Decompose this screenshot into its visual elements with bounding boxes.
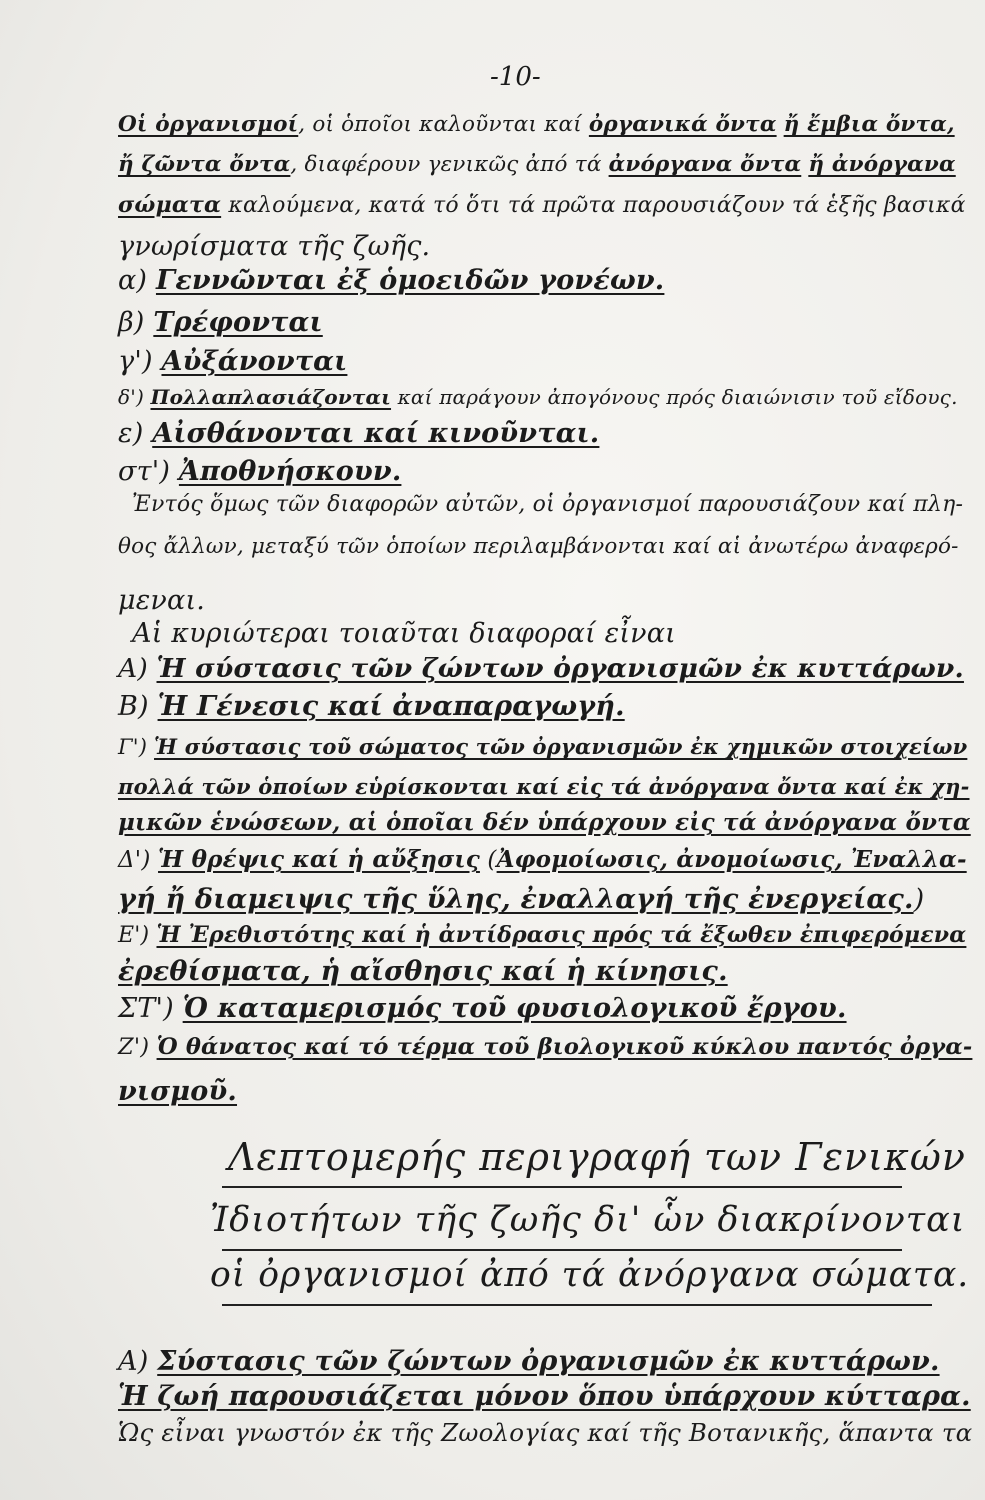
underlined-text: μικῶν ἑνώσεων, αἱ ὁποῖαι δέν ὑπάρχουν εἰς τά ἀνόργανα ὄντα xyxy=(118,809,971,836)
body-line xyxy=(118,770,970,804)
text-segment xyxy=(777,112,784,137)
body-line xyxy=(118,188,965,223)
tail-line xyxy=(118,1416,973,1450)
body-line xyxy=(118,652,965,686)
text-segment: στ') xyxy=(118,456,179,487)
heading-rule xyxy=(222,1186,902,1188)
text-segment: μεναι. xyxy=(118,585,206,616)
text-segment: Ε') xyxy=(118,923,157,948)
body-line xyxy=(118,806,971,840)
body-line xyxy=(118,230,965,264)
body-line xyxy=(118,108,965,142)
body-line xyxy=(118,730,968,764)
underlined-text: ἤ ἀνόργανα xyxy=(808,152,956,177)
text-segment: β) xyxy=(118,307,154,338)
underlined-text: Ἡ σύστασις τοῦ σώματος τῶν ὀργανισμῶν ἐκ χημικῶν στοιχείων xyxy=(154,734,968,759)
underlined-text: Οἱ ὀργανισμοί xyxy=(118,112,299,137)
tail-line xyxy=(118,1345,965,1379)
body-line xyxy=(118,148,965,182)
body-line xyxy=(118,918,965,953)
text-segment: Γ') xyxy=(118,735,155,759)
text-segment: α) xyxy=(118,265,156,296)
body-line xyxy=(118,690,965,724)
text-segment: γ') xyxy=(118,346,162,377)
underlined-text: Ἡ Ἐρεθιστότης καί ἡ ἀντίδρασις πρός τά ἔξωθεν ἐπιφερόμενα xyxy=(156,922,967,948)
text-segment: Αἱ κυριώτεραι τοιαῦται διαφοραί εἶναι xyxy=(132,618,676,649)
underlined-text: Ἡ ζωή παρουσιάζεται μόνον ὅπου ὑπάρχουν κύτταρα. xyxy=(118,1381,971,1412)
underlined-text: Πολλαπλασιάζονται xyxy=(150,385,392,409)
underlined-text: Γεννῶνται ἐξ ὁμοειδῶν γονέων. xyxy=(155,265,665,296)
body-line xyxy=(118,584,965,618)
body-line xyxy=(118,345,965,379)
underlined-text: ἤ ζῶντα ὄντα xyxy=(118,152,291,177)
underlined-text: πολλά τῶν ὁποίων εὑρίσκονται καί εἰς τά ἀνόργανα ὄντα καί ἐκ χη- xyxy=(118,774,970,799)
body-line xyxy=(118,883,965,917)
page-number: -10- xyxy=(490,62,541,92)
body-line xyxy=(118,306,965,340)
body-line xyxy=(132,488,965,522)
underlined-text: Τρέφονται xyxy=(153,307,323,338)
underlined-text: Ὁ θάνατος καί τό τέρμα τοῦ βιολογικοῦ κύκλου παντός ὀργα- xyxy=(156,1034,973,1060)
text-segment: Α) xyxy=(118,1346,158,1377)
text-segment: καί παράγουν ἀπογόνους πρός διαιώνισιν τοῦ εἴδους. xyxy=(391,385,958,409)
underlined-text: Ἀποθνήσκουν. xyxy=(178,456,402,487)
text-segment: , διαφέρουν γενικῶς ἀπό τά xyxy=(290,152,609,177)
underlined-text: σώματα xyxy=(118,192,222,218)
underlined-text: Ὁ καταμερισμός τοῦ φυσιολογικοῦ ἔργου. xyxy=(182,993,847,1024)
text-segment: Ζ') xyxy=(118,1034,157,1060)
body-line xyxy=(118,843,965,877)
text-segment: ε) xyxy=(118,418,153,449)
underlined-text: γή ἤ διαμειψις τῆς ὕλης, ἐναλλαγή τῆς ἐνεργείας. xyxy=(118,884,914,915)
body-line xyxy=(118,955,965,989)
body-line xyxy=(118,380,965,414)
text-segment: καλούμενα, κατά τό ὅτι τά πρῶτα παρουσιάζουν τά ἑξῆς βασικά xyxy=(221,193,966,218)
underlined-text: Αὐξάνονται xyxy=(161,346,348,377)
body-line xyxy=(118,1030,973,1064)
body-line xyxy=(118,264,965,298)
underlined-text: Σύστασις τῶν ζώντων ὀργανισμῶν ἐκ κυττάρων. xyxy=(157,1346,940,1377)
text-segment: ( xyxy=(479,847,497,873)
underlined-text: Ἡ Γένεσις καί ἀναπαραγωγή. xyxy=(157,691,625,722)
underlined-text: ἐρεθίσματα, ἡ αἴσθησις καί ἡ κίνησις. xyxy=(118,956,728,987)
text-segment: θος ἄλλων, μεταξύ τῶν ὁποίων περιλαμβάνονται καί αἱ ἀνωτέρω ἀναφερό- xyxy=(118,534,959,559)
underlined-text: Αἰσθάνονται καί κινοῦνται. xyxy=(152,418,600,449)
underlined-text: Ἀφομοίωσις, ἀνομοίωσις, Ἐναλλα- xyxy=(496,846,967,873)
underlined-text: ἤ ἔμβια ὄντα, xyxy=(783,112,955,137)
body-line xyxy=(118,530,965,564)
body-line xyxy=(118,992,965,1026)
underlined-text: Ἡ σύστασις τῶν ζώντων ὀργανισμῶν ἐκ κυττάρων. xyxy=(156,653,964,684)
text-segment: Ὡς εἶναι γνωστόν ἐκ τῆς Ζωολογίας καί τῆς Βοτανικῆς, ἅπαντα τα xyxy=(118,1418,973,1447)
text-segment: Β) xyxy=(118,691,158,722)
underlined-text: ἀνόργανα ὄντα xyxy=(608,152,802,177)
text-segment: ) xyxy=(913,884,925,915)
text-segment: , οἱ ὁποῖοι καλοῦνται καί xyxy=(298,112,589,137)
text-segment: γνωρίσματα τῆς ζωῆς. xyxy=(118,231,431,262)
text-segment: Ἐντός ὅμως τῶν διαφορῶν αὐτῶν, οἱ ὀργανισμοί παρουσιάζουν καί πλη- xyxy=(132,492,964,517)
heading-line: Λεπτομερής περιγραφή των Γενικών xyxy=(228,1135,966,1179)
body-line xyxy=(118,455,965,489)
heading-line: Ἰδιοτήτων τῆς ζωῆς δι' ὧν διακρίνονται xyxy=(210,1200,966,1240)
underlined-text: Ἡ θρέψις καί ἡ αὔξησις xyxy=(158,846,480,873)
body-line xyxy=(132,617,965,651)
heading-line: οἱ ὀργανισμοί ἀπό τά ἀνόργανα σώματα. xyxy=(210,1255,970,1295)
text-segment: Δ') xyxy=(118,847,159,873)
text-segment: ΣΤ') xyxy=(118,993,183,1024)
underlined-text: νισμοῦ. xyxy=(118,1076,238,1107)
text-segment: Α) xyxy=(118,653,157,684)
body-line xyxy=(118,1075,965,1109)
heading-rule xyxy=(222,1304,932,1306)
tail-line xyxy=(118,1380,971,1414)
text-segment: δ') xyxy=(118,385,151,409)
underlined-text: ὀργανικά ὄντα xyxy=(588,112,777,137)
body-line xyxy=(118,417,965,451)
